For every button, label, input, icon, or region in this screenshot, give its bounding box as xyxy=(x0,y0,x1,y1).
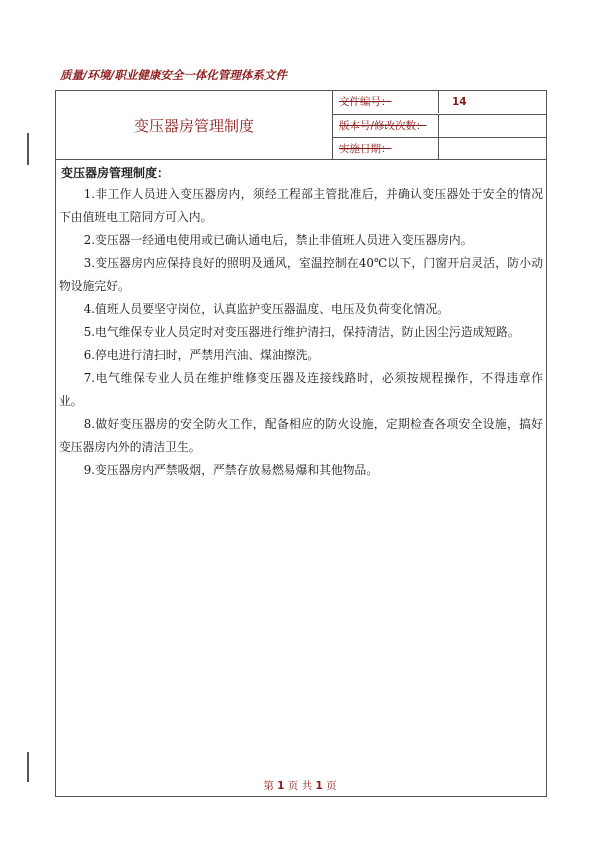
effective-date-label: 实施日期： xyxy=(333,138,439,160)
meta-row-version xyxy=(333,114,546,137)
footer-page-number: 1 xyxy=(277,780,285,792)
document-body xyxy=(59,163,543,482)
clause-3: 3.变压器房内应保持良好的照明及通风，室温控制在40℃以下，门窗开启灵活，防小动物设施完好。 xyxy=(59,256,543,293)
section-heading: 变压器房管理制度： xyxy=(61,166,170,180)
version-value xyxy=(440,115,546,137)
document-title: 变压器房管理制度 xyxy=(56,91,333,159)
margin-mark-top xyxy=(27,133,29,165)
footer-suffix: 页 xyxy=(322,780,337,792)
page-footer xyxy=(0,778,600,793)
document-frame xyxy=(55,90,547,797)
footer-prefix: 第 xyxy=(263,780,278,792)
footer-total-pages: 1 xyxy=(315,780,323,792)
effective-date-value xyxy=(440,138,546,160)
clause-9: 9.变压器房内严禁吸烟，严禁存放易燃易爆和其他物品。 xyxy=(83,463,379,477)
meta-row-doc-number xyxy=(333,91,546,113)
clause-1: 1.非工作人员进入变压器房内，须经工程部主管批准后，并确认变压器处于安全的情况下由值班电工陪同方可入内。 xyxy=(59,187,543,224)
clause-5: 5.电气维保专业人员定时对变压器进行维护清扫，保持清洁，防止因尘污造成短路。 xyxy=(83,325,520,339)
clause-2: 2.变压器一经通电使用或已确认通电后，禁止非值班人员进入变压器房内。 xyxy=(83,233,473,247)
clause-6: 6.停电进行清扫时，严禁用汽油、煤油擦洗。 xyxy=(83,348,320,362)
title-block xyxy=(56,91,546,160)
clause-8: 8.做好变压器房的安全防火工作，配备相应的防火设施，定期检查各项安全设施，搞好变压器房内外的清洁卫生。 xyxy=(59,417,543,454)
system-title: 质量/环境/职业健康安全一体化管理体系文件 xyxy=(60,68,287,82)
footer-middle: 页 共 xyxy=(284,780,316,792)
document-system-header xyxy=(55,66,547,91)
clause-4: 4.值班人员要坚守岗位，认真监护变压器温度、电压及负荷变化情况。 xyxy=(83,302,449,316)
doc-number-value: 14 xyxy=(452,96,467,108)
doc-number-label: 文件编号： xyxy=(333,91,439,113)
meta-row-effective-date xyxy=(333,137,546,160)
version-label: 版本号/修改次数： xyxy=(333,115,439,137)
clause-7: 7.电气维保专业人员在维护维修变压器及连接线路时，必须按规程操作，不得违章作业。 xyxy=(59,371,543,408)
